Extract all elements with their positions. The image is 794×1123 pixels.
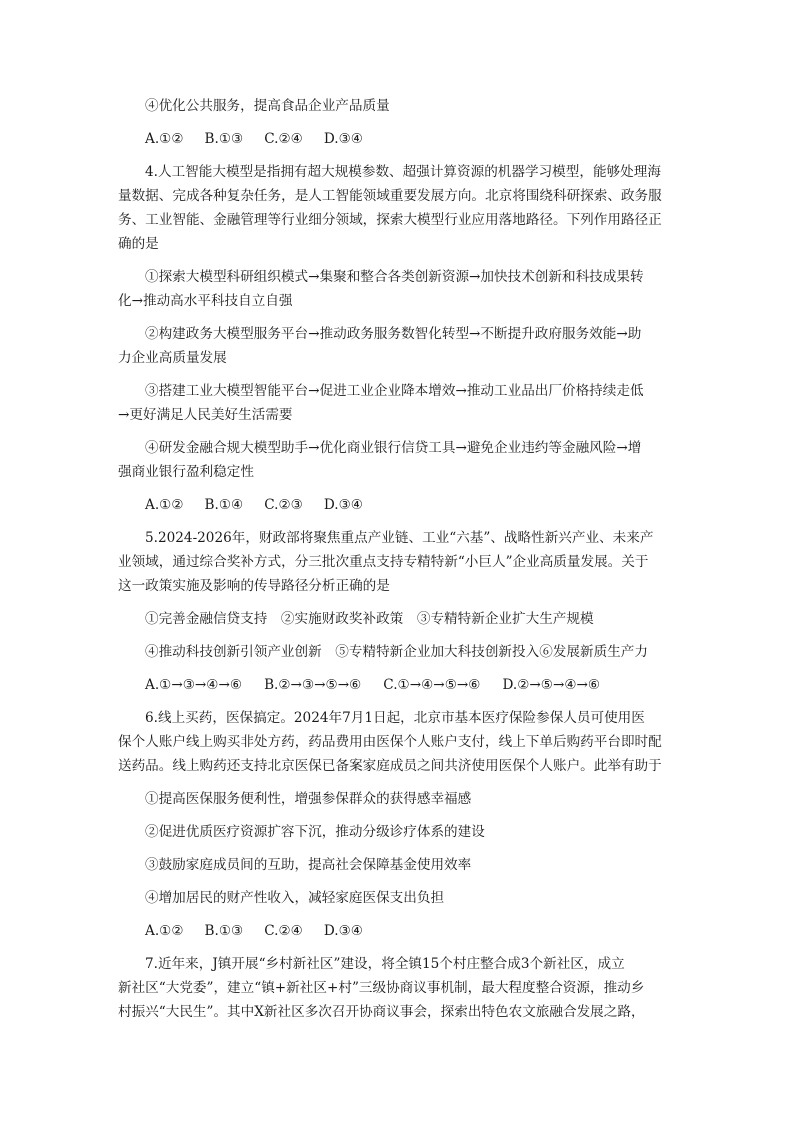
- q3-options: [118, 127, 678, 151]
- q7-stem-line: 新社区“大党委”，建立“镇+新社区+村”三级协商议事机制，最大程度整合资源，推动乡: [118, 980, 645, 996]
- q6-option-a: A.①②: [145, 923, 184, 939]
- q4-item-3-line: ③搭建工业大模型智能平台→促进工业企业降本增效→推动工业品出厂价格持续走低: [145, 383, 644, 399]
- q6-stem: [118, 706, 678, 778]
- q6-options: [118, 919, 678, 943]
- q4-stem-line: 4.人工智能大模型是指拥有超大规模参数、超强计算资源的机器学习模型，能够处理海: [145, 164, 661, 180]
- q4-item-3: [118, 379, 678, 427]
- q6-item-1: ①提高医保服务便利性，增强参保群众的获得感幸福感: [145, 791, 472, 807]
- q4-option-c: C.②③: [264, 497, 303, 513]
- q6-option-d: D.③④: [323, 923, 363, 939]
- q4-item-2: [118, 322, 678, 370]
- q4-stem-line: 务、工业智能、金融管理等行业细分领域，探索大模型行业应用落地路径。下列作用路径正: [118, 212, 662, 228]
- q4-item-1-line: ①探索大模型科研组织模式→集聚和整合各类创新资源→加快技术创新和科技成果转: [145, 269, 644, 285]
- q4-item-1: [118, 265, 678, 313]
- q3-option-c: C.②④: [264, 131, 303, 147]
- q6-stem-line: 保个人账户线上购买非处方药，药品费用由医保个人账户支付，线上下单后购药平台即时配: [118, 734, 662, 750]
- q5-option-c: C.①→④→⑤→⑥: [383, 677, 481, 693]
- q4-stem-line: 量数据、完成各种复杂任务，是人工智能领域重要发展方向。北京将围绕科研探索、政务服: [118, 188, 662, 204]
- q4-item-4: [118, 436, 678, 484]
- q5-stem: [118, 526, 678, 598]
- q6-option-b: B.①③: [204, 923, 244, 939]
- q4-item-3-line: →更好满足人民美好生活需要: [118, 407, 293, 423]
- q4-item-2-line: ②构建政务大模型服务平台→推动政务服务数智化转型→不断提升政府服务效能→助: [145, 326, 642, 342]
- q7-stem-line: 7.近年来，J镇开展“乡村新社区”建设，将全镇15个村庄整合成3个新社区，成立: [145, 956, 625, 972]
- q6-stem-line: 6.线上买药，医保搞定。2024年7月1日起，北京市基本医疗保险参保人员可使用医: [145, 710, 645, 726]
- q5-items-row-2: ④推动科技创新引领产业创新 ⑤专精特新企业加大科技创新投入⑥发展新质生产力: [145, 644, 648, 660]
- q6-stem-line: 送药品。线上购药还支持北京医保已备案家庭成员之间共济使用医保个人账户。此举有助于: [118, 758, 662, 774]
- q4-option-d: D.③④: [323, 497, 363, 513]
- q7-stem: [118, 952, 678, 1024]
- q4-item-1-line: 化→推动高水平科技自立自强: [118, 293, 293, 309]
- q4-stem: [118, 160, 678, 256]
- q4-item-4-line: ④研发金融合规大模型助手→优化商业银行信贷工具→避免企业违约等金融风险→增: [145, 440, 642, 456]
- q3-option-a: A.①②: [145, 131, 184, 147]
- q3-option-d: D.③④: [323, 131, 363, 147]
- q5-option-d: D.②→⑤→④→⑥: [502, 677, 601, 693]
- q4-stem-line: 确的是: [118, 236, 159, 252]
- q6-item-2: ②促进优质医疗资源扩容下沉，推动分级诊疗体系的建设: [145, 824, 485, 840]
- q5-stem-line: 5.2024-2026年，财政部将聚焦重点产业链、工业“六基”、战略性新兴产业、未来产: [145, 530, 654, 546]
- q6-option-c: C.②④: [264, 923, 303, 939]
- q5-stem-line: 这一政策实施及影响的传导路径分析正确的是: [118, 578, 390, 594]
- q5-option-b: B.②→③→⑤→⑥: [264, 677, 362, 693]
- q4-item-2-line: 力企业高质量发展: [118, 350, 227, 366]
- q7-stem-line: 村振兴“大民生”。其中X新社区多次召开协商议事会，探索出特色农文旅融合发展之路，: [118, 1004, 645, 1020]
- q4-options: [118, 493, 678, 517]
- q5-options: [118, 673, 678, 697]
- q5-option-a: A.①→③→④→⑥: [145, 677, 243, 693]
- q5-items-row-1: ①完善金融信贷支持 ②实施财政奖补政策 ③专精特新企业扩大生产规模: [145, 611, 594, 627]
- q3-option-b: B.①③: [204, 131, 244, 147]
- q4-item-4-line: 强商业银行盈利稳定性: [118, 464, 254, 480]
- q6-item-4: ④增加居民的财产性收入，减轻家庭医保支出负担: [145, 890, 445, 906]
- q6-item-3: ③鼓励家庭成员间的互助，提高社会保障基金使用效率: [145, 857, 472, 873]
- exam-content: [118, 94, 678, 1024]
- q4-option-b: B.①④: [204, 497, 244, 513]
- q4-option-a: A.①②: [145, 497, 184, 513]
- q3-item-4: ④优化公共服务，提高食品企业产品质量: [145, 98, 390, 114]
- q5-stem-line: 业领域，通过综合奖补方式，分三批次重点支持专精特新“小巨人”企业高质量发展。关于: [118, 554, 649, 570]
